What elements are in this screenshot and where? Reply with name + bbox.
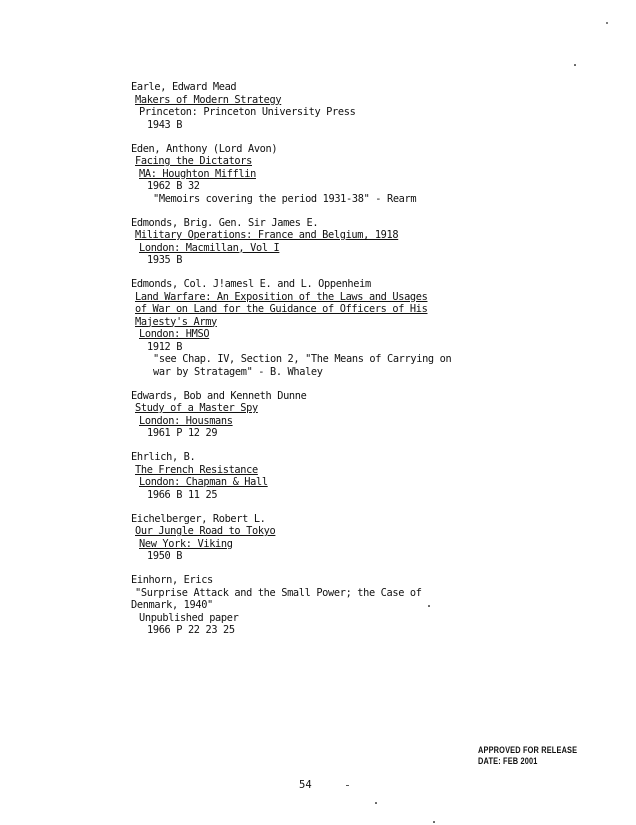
entry-article-title: "Surprise Attack and the Small Power; the Case of [135, 586, 422, 599]
entry-title: Land Warfare: An Exposition of the Laws and Usages [135, 290, 428, 303]
entry-author: Eden, Anthony (Lord Avon) [131, 142, 278, 155]
entry-author: Edmonds, Brig. Gen. Sir James E. [131, 216, 319, 229]
entry-refs: 1950 B [147, 550, 183, 562]
entry-publisher: London: Housmans [139, 414, 233, 427]
entry-publisher: New York: Viking [139, 537, 233, 550]
entry-publisher: Unpublished paper [139, 611, 239, 624]
entry-article-title-cont: Denmark, 1940" [131, 599, 213, 611]
bibliography-list [131, 81, 611, 648]
entry-publisher: London: Macmillan, Vol I [139, 241, 280, 254]
entry-refs: 1961 P 12 29 [147, 427, 218, 439]
release-stamp [478, 745, 577, 767]
release-stamp-line1: APPROVED FOR RELEASE [478, 745, 578, 755]
scan-speck [375, 802, 377, 804]
entry-publisher: Princeton: Princeton University Press [139, 106, 356, 118]
scan-speck [346, 785, 349, 786]
entry-author: Edwards, Bob and Kenneth Dunne [131, 389, 307, 402]
entry-refs: 1962 B 32 [147, 180, 200, 192]
entry-author: Ehrlich, B. [131, 451, 196, 463]
entry-refs: 1966 B 11 25 [147, 488, 218, 501]
entry-author: Edmonds, Col. J!amesl E. and L. Oppenheim [131, 278, 371, 290]
scan-speck [428, 605, 430, 607]
entry-title: Makers of Modern Strategy [135, 93, 282, 106]
bibliography-entry [131, 451, 611, 501]
entry-publisher: London: HMSO [139, 328, 210, 340]
entry-refs: 1935 B [147, 254, 183, 266]
scan-speck [433, 821, 435, 823]
bibliography-entry [131, 278, 611, 378]
entry-note: "Memoirs covering the period 1931-38" - Rearm [153, 192, 417, 205]
entry-note: war by Stratagem" - B. Whaley [153, 365, 323, 378]
entry-title: Military Operations: France and Belgium, 1918 [135, 229, 399, 241]
release-stamp-line2: DATE: FEB 2001 [478, 756, 538, 766]
bibliography-entry [131, 390, 611, 440]
entry-title-cont: Majesty's Army [135, 315, 217, 328]
entry-author: Eichelberger, Robert L. [131, 512, 266, 525]
bibliography-entry [131, 217, 611, 267]
page-number: 54 [299, 779, 312, 791]
entry-refs: 1943 B [147, 118, 183, 131]
scan-speck [574, 64, 576, 66]
entry-title: The French Resistance [135, 463, 258, 476]
bibliography-entry [131, 574, 611, 637]
entry-title: Our Jungle Road to Tokyo [135, 525, 276, 537]
entry-refs: 1966 P 22 23 25 [147, 624, 235, 636]
entry-publisher: MA: Houghton Mifflin [139, 167, 256, 180]
bibliography-entry [131, 81, 611, 131]
entry-refs: 1912 B [147, 340, 183, 353]
scan-speck [606, 22, 608, 24]
entry-publisher: London: Chapman & Hall [139, 476, 268, 488]
bibliography-entry [131, 513, 611, 563]
entry-note: "see Chap. IV, Section 2, "The Means of Carrying on [153, 353, 452, 365]
entry-title: Facing the Dictators [135, 155, 252, 167]
entry-title: Study of a Master Spy [135, 402, 258, 414]
entry-title-cont: of War on Land for the Guidance of Officers of His [135, 303, 428, 315]
entry-author: Einhorn, Erics [131, 574, 213, 586]
bibliography-entry [131, 143, 611, 206]
entry-author: Earle, Edward Mead [131, 81, 237, 93]
